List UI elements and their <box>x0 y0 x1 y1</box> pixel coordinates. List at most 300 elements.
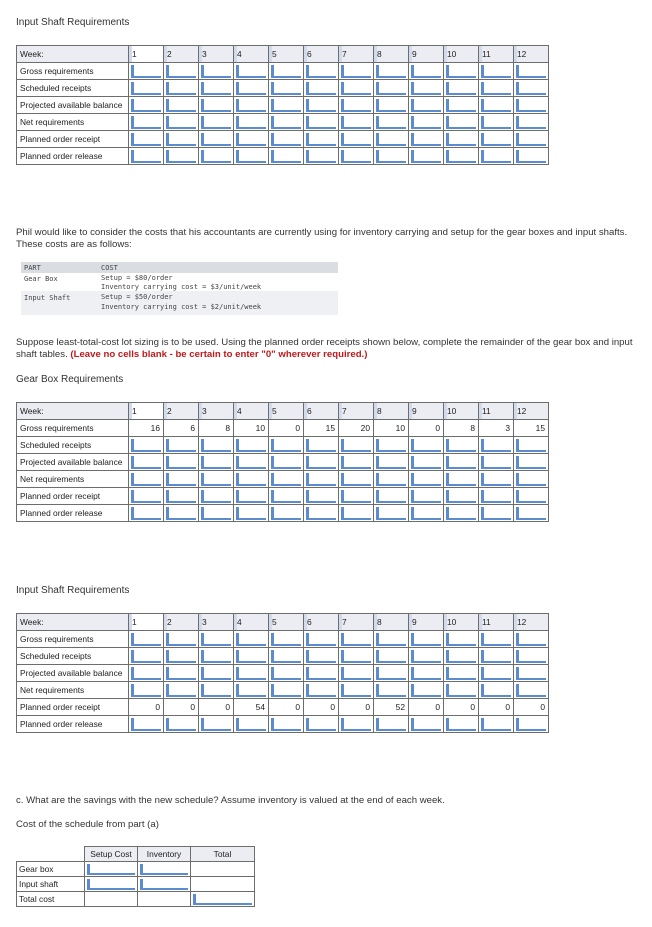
savings-header-inventory: Inventory <box>138 847 191 862</box>
gearbox-inventory-input[interactable] <box>138 862 191 877</box>
shaft-label-scheduled-receipts: Scheduled receipts <box>17 648 129 665</box>
cost-part-gearbox: Gear Box <box>24 275 58 283</box>
gear-net-requirements-input-week-8[interactable] <box>374 471 409 488</box>
gear-scheduled-receipts-input-week-2[interactable] <box>164 437 199 454</box>
top-gross-requirements-input-week-11[interactable] <box>479 63 514 80</box>
instructions-paragraph <box>16 337 636 361</box>
shaft-week-5: 5 <box>269 614 304 631</box>
gear-scheduled-receipts-input-week-3[interactable] <box>199 437 234 454</box>
top-planned-order-release-input-week-3[interactable] <box>199 148 234 165</box>
gear-gross-requirements-week-8: 10 <box>374 420 409 437</box>
top-scheduled-receipts-input-week-7[interactable] <box>339 80 374 97</box>
inputshaft-inventory-input[interactable] <box>138 877 191 892</box>
gear-planned-order-receipt-input-week-12[interactable] <box>514 488 549 505</box>
gear-projected-balance-input-week-1[interactable] <box>129 454 164 471</box>
gear-gross-requirements-week-2: 6 <box>164 420 199 437</box>
gear-week-1: 1 <box>129 403 164 420</box>
top-planned-order-release-input-week-7[interactable] <box>339 148 374 165</box>
gear-planned-order-receipt-input-week-11[interactable] <box>479 488 514 505</box>
cost-table <box>21 262 338 318</box>
gear-projected-balance-input-week-2[interactable] <box>164 454 199 471</box>
shaft-planned-order-release-input-week-3[interactable] <box>199 716 234 733</box>
shaft-planned-order-receipt-week-11: 0 <box>479 699 514 716</box>
gear-planned-order-release-input-week-5[interactable] <box>269 505 304 522</box>
shaft-week-1: 1 <box>129 614 164 631</box>
shaft-projected-balance-input-week-10[interactable] <box>444 665 479 682</box>
intro-paragraph: Phil would like to consider the costs that his accountants are currently using for inventory carrying and setup for the gear boxes and input shafts. These costs are as follows: <box>16 227 628 250</box>
gear-week-2: 2 <box>164 403 199 420</box>
gear-box-heading: Gear Box Requirements <box>16 374 124 385</box>
shaft-planned-order-release-input-week-12[interactable] <box>514 716 549 733</box>
shaft-projected-balance-input-week-2[interactable] <box>164 665 199 682</box>
top-week-2: 2 <box>164 46 199 63</box>
gear-scheduled-receipts-input-week-4[interactable] <box>234 437 269 454</box>
gear-planned-order-receipt-input-week-7[interactable] <box>339 488 374 505</box>
gear-net-requirements-input-week-3[interactable] <box>199 471 234 488</box>
gear-label-planned-order-receipt: Planned order receipt <box>17 488 129 505</box>
top-label-scheduled-receipts: Scheduled receipts <box>17 80 129 97</box>
gear-projected-balance-input-week-3[interactable] <box>199 454 234 471</box>
top-gross-requirements-input-week-12[interactable] <box>514 63 549 80</box>
shaft-net-requirements-input-week-12[interactable] <box>514 682 549 699</box>
input-shaft-table <box>16 613 549 733</box>
shaft-planned-order-receipt-week-1: 0 <box>129 699 164 716</box>
top-planned-order-release-input-week-10[interactable] <box>444 148 479 165</box>
shaft-planned-order-release-input-week-10[interactable] <box>444 716 479 733</box>
gear-week-6: 6 <box>304 403 339 420</box>
shaft-label-gross-requirements: Gross requirements <box>17 631 129 648</box>
shaft-projected-balance-input-week-9[interactable] <box>409 665 444 682</box>
gear-week-4: 4 <box>234 403 269 420</box>
cost-gearbox-setup: Setup = $80/order <box>101 274 173 282</box>
shaft-week-3: 3 <box>199 614 234 631</box>
top-gross-requirements-input-week-7[interactable] <box>339 63 374 80</box>
gear-label-week: Week: <box>17 403 129 420</box>
gear-planned-order-receipt-input-week-1[interactable] <box>129 488 164 505</box>
gearbox-total-cell <box>191 862 255 877</box>
top-net-requirements-input-week-6[interactable] <box>304 114 339 131</box>
shaft-net-requirements-input-week-9[interactable] <box>409 682 444 699</box>
gear-label-scheduled-receipts: Scheduled receipts <box>17 437 129 454</box>
top-projected-balance-input-week-6[interactable] <box>304 97 339 114</box>
shaft-net-requirements-input-week-1[interactable] <box>129 682 164 699</box>
top-week-10: 10 <box>444 46 479 63</box>
top-scheduled-receipts-input-week-12[interactable] <box>514 80 549 97</box>
top-gross-requirements-input-week-4[interactable] <box>234 63 269 80</box>
gear-scheduled-receipts-input-week-8[interactable] <box>374 437 409 454</box>
shaft-net-requirements-input-week-5[interactable] <box>269 682 304 699</box>
top-label-planned-order-release: Planned order release <box>17 148 129 165</box>
gear-planned-order-receipt-input-week-4[interactable] <box>234 488 269 505</box>
shaft-planned-order-receipt-week-3: 0 <box>199 699 234 716</box>
shaft-gross-requirements-input-week-1[interactable] <box>129 631 164 648</box>
savings-row-gearbox: Gear box <box>17 862 85 877</box>
gear-planned-order-release-input-week-11[interactable] <box>479 505 514 522</box>
savings-corner <box>17 847 85 862</box>
top-label-net-requirements: Net requirements <box>17 114 129 131</box>
top-gross-requirements-input-week-3[interactable] <box>199 63 234 80</box>
top-projected-balance-input-week-1[interactable] <box>129 97 164 114</box>
cost-inputshaft-carrying: Inventory carrying cost = $2/unit/week <box>101 303 262 311</box>
top-planned-order-receipt-input-week-6[interactable] <box>304 131 339 148</box>
top-projected-balance-input-week-8[interactable] <box>374 97 409 114</box>
shaft-planned-order-release-input-week-5[interactable] <box>269 716 304 733</box>
gear-planned-order-release-input-week-2[interactable] <box>164 505 199 522</box>
top-net-requirements-input-week-9[interactable] <box>409 114 444 131</box>
top-projected-balance-input-week-10[interactable] <box>444 97 479 114</box>
shaft-projected-balance-input-week-7[interactable] <box>339 665 374 682</box>
gear-planned-order-receipt-input-week-2[interactable] <box>164 488 199 505</box>
shaft-planned-order-receipt-week-4: 54 <box>234 699 269 716</box>
savings-row-total: Total cost <box>17 892 85 907</box>
gear-scheduled-receipts-input-week-7[interactable] <box>339 437 374 454</box>
gear-planned-order-release-input-week-8[interactable] <box>374 505 409 522</box>
shaft-planned-order-receipt-week-5: 0 <box>269 699 304 716</box>
shaft-label-net-requirements: Net requirements <box>17 682 129 699</box>
shaft-label-projected-balance: Projected available balance <box>17 665 129 682</box>
top-week-6: 6 <box>304 46 339 63</box>
gear-label-planned-order-release: Planned order release <box>17 505 129 522</box>
gear-net-requirements-input-week-12[interactable] <box>514 471 549 488</box>
gear-gross-requirements-week-12: 15 <box>514 420 549 437</box>
savings-header-total: Total <box>191 847 255 862</box>
shaft-net-requirements-input-week-8[interactable] <box>374 682 409 699</box>
gear-scheduled-receipts-input-week-10[interactable] <box>444 437 479 454</box>
gear-gross-requirements-week-6: 15 <box>304 420 339 437</box>
shaft-week-11: 11 <box>479 614 514 631</box>
top-projected-balance-input-week-7[interactable] <box>339 97 374 114</box>
top-net-requirements-input-week-8[interactable] <box>374 114 409 131</box>
shaft-scheduled-receipts-input-week-11[interactable] <box>479 648 514 665</box>
gear-net-requirements-input-week-7[interactable] <box>339 471 374 488</box>
gear-box-table <box>16 402 549 522</box>
shaft-net-requirements-input-week-3[interactable] <box>199 682 234 699</box>
gear-planned-order-receipt-input-week-3[interactable] <box>199 488 234 505</box>
top-label-week: Week: <box>17 46 129 63</box>
shaft-week-9: 9 <box>409 614 444 631</box>
gear-projected-balance-input-week-7[interactable] <box>339 454 374 471</box>
shaft-scheduled-receipts-input-week-6[interactable] <box>304 648 339 665</box>
top-planned-order-receipt-input-week-12[interactable] <box>514 131 549 148</box>
shaft-planned-order-receipt-week-2: 0 <box>164 699 199 716</box>
gear-week-10: 10 <box>444 403 479 420</box>
shaft-planned-order-release-input-week-1[interactable] <box>129 716 164 733</box>
top-net-requirements-input-week-11[interactable] <box>479 114 514 131</box>
top-week-8: 8 <box>374 46 409 63</box>
gear-week-12: 12 <box>514 403 549 420</box>
top-projected-balance-input-week-3[interactable] <box>199 97 234 114</box>
shaft-week-2: 2 <box>164 614 199 631</box>
top-planned-order-release-input-week-2[interactable] <box>164 148 199 165</box>
gear-net-requirements-input-week-1[interactable] <box>129 471 164 488</box>
top-planned-order-release-input-week-1[interactable] <box>129 148 164 165</box>
top-scheduled-receipts-input-week-2[interactable] <box>164 80 199 97</box>
shaft-gross-requirements-input-week-10[interactable] <box>444 631 479 648</box>
top-planned-order-receipt-input-week-2[interactable] <box>164 131 199 148</box>
cost-header-part: PART <box>24 264 41 272</box>
top-scheduled-receipts-input-week-9[interactable] <box>409 80 444 97</box>
gear-net-requirements-input-week-9[interactable] <box>409 471 444 488</box>
shaft-scheduled-receipts-input-week-9[interactable] <box>409 648 444 665</box>
shaft-gross-requirements-input-week-12[interactable] <box>514 631 549 648</box>
top-label-planned-order-receipt: Planned order receipt <box>17 131 129 148</box>
savings-header-setup: Setup Cost <box>85 847 138 862</box>
shaft-net-requirements-input-week-2[interactable] <box>164 682 199 699</box>
top-planned-order-receipt-input-week-5[interactable] <box>269 131 304 148</box>
top-planned-order-receipt-input-week-9[interactable] <box>409 131 444 148</box>
top-table-heading: Input Shaft Requirements <box>16 17 130 28</box>
shaft-net-requirements-input-week-11[interactable] <box>479 682 514 699</box>
shaft-projected-balance-input-week-5[interactable] <box>269 665 304 682</box>
shaft-net-requirements-input-week-10[interactable] <box>444 682 479 699</box>
gear-planned-order-release-input-week-4[interactable] <box>234 505 269 522</box>
gear-planned-order-receipt-input-week-9[interactable] <box>409 488 444 505</box>
gear-gross-requirements-week-5: 0 <box>269 420 304 437</box>
top-label-projected-balance: Projected available balance <box>17 97 129 114</box>
gear-planned-order-release-input-week-10[interactable] <box>444 505 479 522</box>
shaft-gross-requirements-input-week-7[interactable] <box>339 631 374 648</box>
question-c: c. What are the savings with the new schedule? Assume inventory is valued at the end of each week. <box>16 795 445 806</box>
top-scheduled-receipts-input-week-10[interactable] <box>444 80 479 97</box>
shaft-planned-order-receipt-week-10: 0 <box>444 699 479 716</box>
top-gross-requirements-input-week-1[interactable] <box>129 63 164 80</box>
top-planned-order-receipt-input-week-4[interactable] <box>234 131 269 148</box>
gear-scheduled-receipts-input-week-6[interactable] <box>304 437 339 454</box>
shaft-scheduled-receipts-input-week-12[interactable] <box>514 648 549 665</box>
gear-scheduled-receipts-input-week-11[interactable] <box>479 437 514 454</box>
top-scheduled-receipts-input-week-8[interactable] <box>374 80 409 97</box>
top-scheduled-receipts-input-week-5[interactable] <box>269 80 304 97</box>
top-week-7: 7 <box>339 46 374 63</box>
total-setup-cell <box>85 892 138 907</box>
top-week-9: 9 <box>409 46 444 63</box>
gear-planned-order-receipt-input-week-8[interactable] <box>374 488 409 505</box>
gear-net-requirements-input-week-5[interactable] <box>269 471 304 488</box>
gear-projected-balance-input-week-6[interactable] <box>304 454 339 471</box>
total-inventory-cell <box>138 892 191 907</box>
gear-planned-order-release-input-week-1[interactable] <box>129 505 164 522</box>
top-gross-requirements-input-week-8[interactable] <box>374 63 409 80</box>
savings-row-inputshaft: Input shaft <box>17 877 85 892</box>
gear-planned-order-receipt-input-week-6[interactable] <box>304 488 339 505</box>
shaft-planned-order-receipt-week-6: 0 <box>304 699 339 716</box>
gear-net-requirements-input-week-11[interactable] <box>479 471 514 488</box>
shaft-gross-requirements-input-week-9[interactable] <box>409 631 444 648</box>
top-scheduled-receipts-input-week-11[interactable] <box>479 80 514 97</box>
instructions-warning: (Leave no cells blank - be certain to enter "0" wherever required.) <box>70 349 368 360</box>
gear-scheduled-receipts-input-week-1[interactable] <box>129 437 164 454</box>
gear-net-requirements-input-week-2[interactable] <box>164 471 199 488</box>
top-net-requirements-input-week-5[interactable] <box>269 114 304 131</box>
shaft-net-requirements-input-week-4[interactable] <box>234 682 269 699</box>
gear-week-3: 3 <box>199 403 234 420</box>
shaft-scheduled-receipts-input-week-10[interactable] <box>444 648 479 665</box>
top-week-11: 11 <box>479 46 514 63</box>
shaft-projected-balance-input-week-6[interactable] <box>304 665 339 682</box>
shaft-projected-balance-input-week-8[interactable] <box>374 665 409 682</box>
gear-projected-balance-input-week-10[interactable] <box>444 454 479 471</box>
gear-planned-order-receipt-input-week-5[interactable] <box>269 488 304 505</box>
gear-gross-requirements-week-11: 3 <box>479 420 514 437</box>
gear-label-projected-balance: Projected available balance <box>17 454 129 471</box>
top-net-requirements-input-week-1[interactable] <box>129 114 164 131</box>
gear-gross-requirements-week-4: 10 <box>234 420 269 437</box>
top-scheduled-receipts-input-week-1[interactable] <box>129 80 164 97</box>
shaft-gross-requirements-input-week-4[interactable] <box>234 631 269 648</box>
top-week-1: 1 <box>129 46 164 63</box>
top-planned-order-release-input-week-6[interactable] <box>304 148 339 165</box>
shaft-scheduled-receipts-input-week-7[interactable] <box>339 648 374 665</box>
shaft-scheduled-receipts-input-week-8[interactable] <box>374 648 409 665</box>
cost-part-inputshaft: Input Shaft <box>24 294 71 302</box>
shaft-week-10: 10 <box>444 614 479 631</box>
shaft-net-requirements-input-week-7[interactable] <box>339 682 374 699</box>
top-net-requirements-input-week-4[interactable] <box>234 114 269 131</box>
shaft-gross-requirements-input-week-8[interactable] <box>374 631 409 648</box>
shaft-planned-order-release-input-week-4[interactable] <box>234 716 269 733</box>
gear-week-8: 8 <box>374 403 409 420</box>
gear-gross-requirements-week-9: 0 <box>409 420 444 437</box>
gear-planned-order-release-input-week-6[interactable] <box>304 505 339 522</box>
top-scheduled-receipts-input-week-4[interactable] <box>234 80 269 97</box>
shaft-planned-order-release-input-week-6[interactable] <box>304 716 339 733</box>
shaft-week-8: 8 <box>374 614 409 631</box>
top-net-requirements-input-week-2[interactable] <box>164 114 199 131</box>
top-gross-requirements-input-week-2[interactable] <box>164 63 199 80</box>
shaft-scheduled-receipts-input-week-3[interactable] <box>199 648 234 665</box>
shaft-gross-requirements-input-week-6[interactable] <box>304 631 339 648</box>
shaft-planned-order-release-input-week-8[interactable] <box>374 716 409 733</box>
top-projected-balance-input-week-5[interactable] <box>269 97 304 114</box>
shaft-planned-order-receipt-week-12: 0 <box>514 699 549 716</box>
top-projected-balance-input-week-9[interactable] <box>409 97 444 114</box>
shaft-projected-balance-input-week-11[interactable] <box>479 665 514 682</box>
gear-net-requirements-input-week-6[interactable] <box>304 471 339 488</box>
top-planned-order-receipt-input-week-10[interactable] <box>444 131 479 148</box>
gear-scheduled-receipts-input-week-5[interactable] <box>269 437 304 454</box>
gear-planned-order-receipt-input-week-10[interactable] <box>444 488 479 505</box>
top-planned-order-release-input-week-4[interactable] <box>234 148 269 165</box>
top-planned-order-receipt-input-week-3[interactable] <box>199 131 234 148</box>
gear-scheduled-receipts-input-week-9[interactable] <box>409 437 444 454</box>
shaft-projected-balance-input-week-12[interactable] <box>514 665 549 682</box>
top-projected-balance-input-week-4[interactable] <box>234 97 269 114</box>
gear-projected-balance-input-week-9[interactable] <box>409 454 444 471</box>
shaft-scheduled-receipts-input-week-5[interactable] <box>269 648 304 665</box>
top-gross-requirements-input-week-9[interactable] <box>409 63 444 80</box>
cost-schedule-label: Cost of the schedule from part (a) <box>16 819 159 830</box>
shaft-gross-requirements-input-week-11[interactable] <box>479 631 514 648</box>
gear-week-9: 9 <box>409 403 444 420</box>
gear-week-11: 11 <box>479 403 514 420</box>
shaft-gross-requirements-input-week-5[interactable] <box>269 631 304 648</box>
cost-table-header-band <box>21 262 338 273</box>
gear-projected-balance-input-week-4[interactable] <box>234 454 269 471</box>
top-projected-balance-input-week-11[interactable] <box>479 97 514 114</box>
top-planned-order-receipt-input-week-7[interactable] <box>339 131 374 148</box>
top-week-12: 12 <box>514 46 549 63</box>
gear-gross-requirements-week-10: 8 <box>444 420 479 437</box>
top-projected-balance-input-week-12[interactable] <box>514 97 549 114</box>
shaft-planned-order-receipt-week-7: 0 <box>339 699 374 716</box>
gear-projected-balance-input-week-8[interactable] <box>374 454 409 471</box>
shaft-projected-balance-input-week-3[interactable] <box>199 665 234 682</box>
gear-projected-balance-input-week-5[interactable] <box>269 454 304 471</box>
gear-planned-order-release-input-week-7[interactable] <box>339 505 374 522</box>
shaft-projected-balance-input-week-1[interactable] <box>129 665 164 682</box>
gear-week-7: 7 <box>339 403 374 420</box>
top-planned-order-release-input-week-8[interactable] <box>374 148 409 165</box>
gearbox-setup-input[interactable] <box>85 862 138 877</box>
shaft-scheduled-receipts-input-week-4[interactable] <box>234 648 269 665</box>
gear-planned-order-release-input-week-12[interactable] <box>514 505 549 522</box>
top-planned-order-receipt-input-week-1[interactable] <box>129 131 164 148</box>
top-planned-order-release-input-week-11[interactable] <box>479 148 514 165</box>
gear-gross-requirements-week-3: 8 <box>199 420 234 437</box>
gear-net-requirements-input-week-10[interactable] <box>444 471 479 488</box>
top-net-requirements-input-week-7[interactable] <box>339 114 374 131</box>
shaft-label-week: Week: <box>17 614 129 631</box>
top-gross-requirements-input-week-6[interactable] <box>304 63 339 80</box>
shaft-week-4: 4 <box>234 614 269 631</box>
total-cost-input[interactable] <box>191 892 255 907</box>
gear-projected-balance-input-week-12[interactable] <box>514 454 549 471</box>
shaft-scheduled-receipts-input-week-2[interactable] <box>164 648 199 665</box>
top-planned-order-release-input-week-5[interactable] <box>269 148 304 165</box>
shaft-planned-order-receipt-week-8: 52 <box>374 699 409 716</box>
top-net-requirements-input-week-3[interactable] <box>199 114 234 131</box>
inputshaft-setup-input[interactable] <box>85 877 138 892</box>
gear-net-requirements-input-week-4[interactable] <box>234 471 269 488</box>
shaft-planned-order-receipt-week-9: 0 <box>409 699 444 716</box>
gear-label-gross-requirements: Gross requirements <box>17 420 129 437</box>
top-week-5: 5 <box>269 46 304 63</box>
gear-projected-balance-input-week-11[interactable] <box>479 454 514 471</box>
inputshaft-total-cell <box>191 877 255 892</box>
top-planned-order-release-input-week-9[interactable] <box>409 148 444 165</box>
gear-gross-requirements-week-7: 20 <box>339 420 374 437</box>
top-net-requirements-input-week-10[interactable] <box>444 114 479 131</box>
shaft-gross-requirements-input-week-3[interactable] <box>199 631 234 648</box>
top-projected-balance-input-week-2[interactable] <box>164 97 199 114</box>
shaft-net-requirements-input-week-6[interactable] <box>304 682 339 699</box>
shaft-label-planned-order-receipt: Planned order receipt <box>17 699 129 716</box>
top-planned-order-release-input-week-12[interactable] <box>514 148 549 165</box>
shaft-scheduled-receipts-input-week-1[interactable] <box>129 648 164 665</box>
top-label-gross-requirements: Gross requirements <box>17 63 129 80</box>
gear-planned-order-release-input-week-9[interactable] <box>409 505 444 522</box>
top-requirements-table <box>16 45 549 165</box>
top-net-requirements-input-week-12[interactable] <box>514 114 549 131</box>
gear-scheduled-receipts-input-week-12[interactable] <box>514 437 549 454</box>
top-scheduled-receipts-input-week-3[interactable] <box>199 80 234 97</box>
shaft-label-planned-order-release: Planned order release <box>17 716 129 733</box>
top-gross-requirements-input-week-5[interactable] <box>269 63 304 80</box>
shaft-gross-requirements-input-week-2[interactable] <box>164 631 199 648</box>
top-planned-order-receipt-input-week-11[interactable] <box>479 131 514 148</box>
savings-table <box>16 846 255 907</box>
shaft-planned-order-release-input-week-9[interactable] <box>409 716 444 733</box>
gear-planned-order-release-input-week-3[interactable] <box>199 505 234 522</box>
top-scheduled-receipts-input-week-6[interactable] <box>304 80 339 97</box>
shaft-projected-balance-input-week-4[interactable] <box>234 665 269 682</box>
top-planned-order-receipt-input-week-8[interactable] <box>374 131 409 148</box>
top-gross-requirements-input-week-10[interactable] <box>444 63 479 80</box>
shaft-planned-order-release-input-week-11[interactable] <box>479 716 514 733</box>
shaft-week-12: 12 <box>514 614 549 631</box>
shaft-planned-order-release-input-week-2[interactable] <box>164 716 199 733</box>
shaft-planned-order-release-input-week-7[interactable] <box>339 716 374 733</box>
